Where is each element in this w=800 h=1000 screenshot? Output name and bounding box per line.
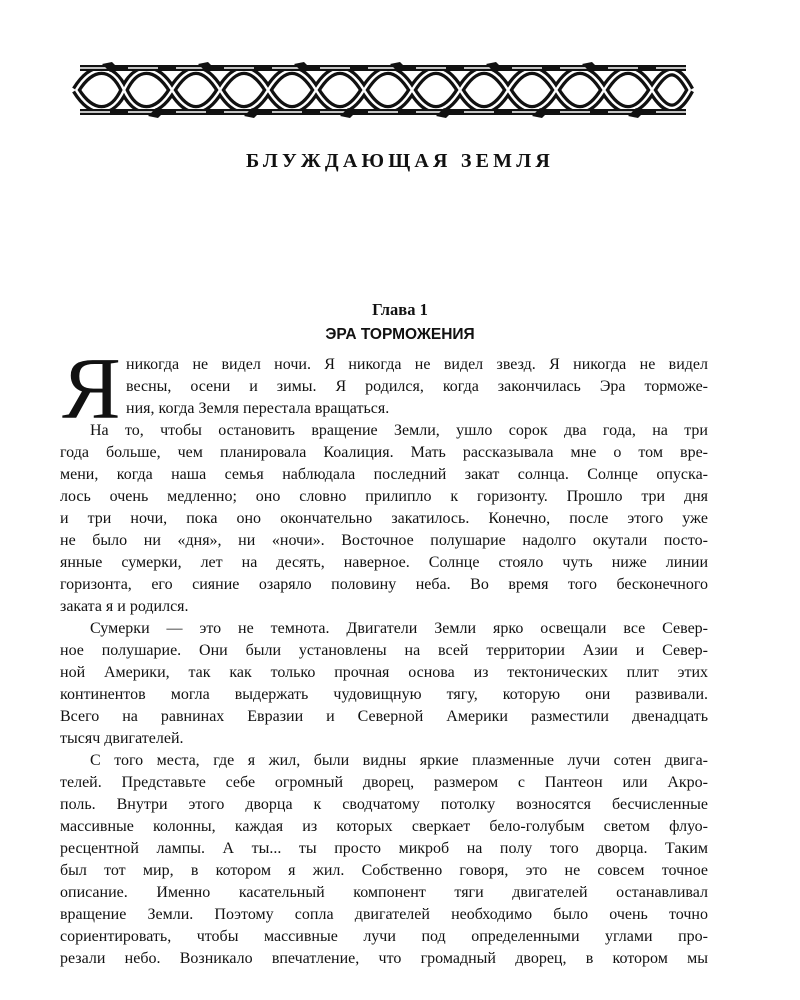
text-line: телей. Представьте себе огромный дворец, размером с Пантеон или Акро-	[60, 774, 708, 791]
text-line: поль. Внутри этого дворца к сводчатому потолку возносятся бесчисленные	[60, 796, 708, 813]
book-title: БЛУЖДАЮЩАЯ ЗЕМЛЯ	[246, 150, 554, 172]
text-line: года больше, чем планировала Коалиция. Мать рассказывала мне о том вре-	[60, 444, 708, 461]
text-line: массивные колонны, каждая из которых сверкает бело-голубым светом флуо-	[60, 818, 708, 835]
text-line: янные сумерки, лет на десять, наверное. Солнце стояло чуть ниже линии	[60, 554, 708, 571]
text-line: и три ночи, пока оно окончательно закатилось. Конечно, после этого уже	[60, 510, 708, 527]
text-line: С того места, где я жил, были видны яркие плазменные лучи сотен двига-	[90, 752, 708, 769]
text-line: весны, осени и зимы. Я родился, когда закончилась Эра торможе-	[126, 378, 708, 395]
text-line: мени, когда наша семья наблюдала последний закат солнца. Солнце опуска-	[60, 466, 708, 483]
text-line: ния, когда Земля перестала вращаться.	[126, 400, 390, 417]
body-text	[60, 341, 708, 970]
text-line: ресцентной лампы. А ты... ты просто микроб на полу того дворца. Таким	[60, 840, 708, 857]
text-line: заката я и родился.	[60, 598, 189, 615]
text-line: резали небо. Возникало впечатление, что громадный дворец, в котором мы	[60, 950, 708, 967]
text-line: не было ни «дня», ни «ночи». Восточное полушарие надолго окутали посто-	[60, 532, 708, 549]
text-line: описание. Именно касательный компонент тяги двигателей останавливал	[60, 884, 708, 901]
drop-cap: Я	[62, 341, 121, 438]
text-line: горизонта, его сияние озаряло половину неба. Во время того бесконечного	[60, 576, 708, 593]
text-line: ное полушарие. Они были установлены на всей территории Азии и Север-	[60, 642, 708, 659]
text-line: никогда не видел ночи. Я никогда не видел звезд. Я никогда не видел	[126, 356, 708, 373]
text-line: сориентировать, чтобы массивные лучи под определенными углами про-	[60, 928, 708, 945]
text-line: Всего на равнинах Евразии и Северной Америки разместили двенадцать	[60, 708, 708, 725]
text-line: континентов могла выдержать чудовищную тягу, которую они развивали.	[60, 686, 708, 703]
text-line: тысяч двигателей.	[60, 730, 184, 747]
text-line: вращение Земли. Поэтому сопла двигателей необходимо было очень точно	[60, 906, 708, 923]
text-line: ной Америки, так как только прочная основа из тектонических плит этих	[60, 664, 708, 681]
text-line: лось очень медленно; оно словно прилипло к горизонту. Прошло три дня	[60, 488, 708, 505]
celtic-knot-border-icon	[72, 62, 694, 118]
text-line: был тот мир, в котором я жил. Собственно говоря, это не совсем точное	[60, 862, 708, 879]
text-line: На то, чтобы остановить вращение Земли, ушло сорок два года, на три	[90, 422, 708, 439]
chapter-number: Глава 1	[372, 300, 428, 319]
text-line: Сумерки — это не темнота. Двигатели Земли ярко освещали все Север-	[90, 620, 708, 637]
chapter-title: ЭРА ТОРМОЖЕНИЯ	[325, 326, 475, 343]
